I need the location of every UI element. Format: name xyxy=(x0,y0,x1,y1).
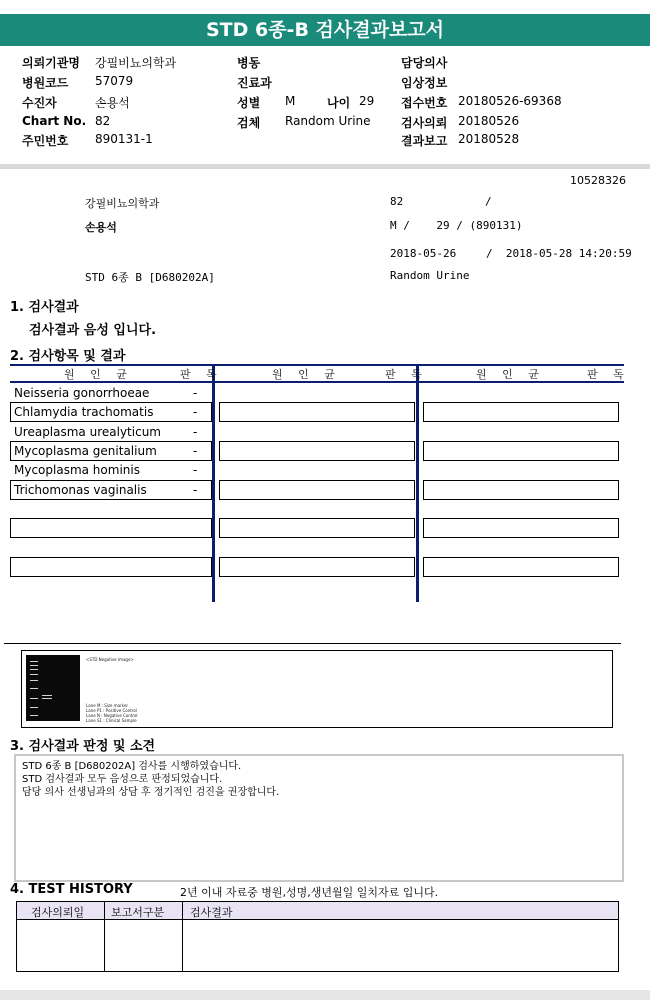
history-header xyxy=(17,902,618,920)
row-box xyxy=(219,441,415,461)
history-table xyxy=(16,901,619,972)
col-judge-1: 판 독 xyxy=(180,368,223,381)
history-col-divider xyxy=(182,902,183,971)
doctor-label: 담당의사 xyxy=(401,56,448,70)
opinion-line: STD 6종 B [D680202A] 검사를 시행하였습니다. xyxy=(22,761,242,772)
row-box xyxy=(219,557,415,577)
summary-specimen: Random Urine xyxy=(390,269,470,282)
col-organism-2: 원 인 균 xyxy=(272,368,341,381)
organism-name: Ureaplasma urealyticum xyxy=(14,425,161,439)
result-value: 20180528 xyxy=(458,132,520,146)
organism-name: Mycoplasma hominis xyxy=(14,463,140,477)
result-label: 결과보고 xyxy=(401,134,448,148)
results-table-divider-2 xyxy=(416,364,419,602)
patient-label: 수진자 xyxy=(22,96,57,110)
row-box xyxy=(219,480,415,500)
request-label: 검사의뢰 xyxy=(401,116,448,130)
organism-result: - xyxy=(193,405,198,419)
id-label: 주민번호 xyxy=(22,134,69,148)
gel-legend-item: Lane S1 : Clinical Sample xyxy=(86,718,137,723)
row-box xyxy=(219,402,415,422)
gel-image-box xyxy=(21,650,613,728)
gel-legend-item: Lane M : Size marker xyxy=(86,703,129,708)
gel-legend-item: Lane P1 : Positive Control xyxy=(86,708,137,713)
clinical-label: 임상정보 xyxy=(401,76,448,90)
summary-institution: 강필비뇨의학과 xyxy=(85,197,160,210)
summary-sex-age: M / 29 / (890131) xyxy=(390,219,523,232)
organism-name: Chlamydia trachomatis xyxy=(14,405,154,419)
specimen-label: 검체 xyxy=(237,116,261,130)
hosp-code-value: 57079 xyxy=(95,74,134,88)
specimen-value: Random Urine xyxy=(285,114,371,128)
organism-name: Neisseria gonorrhoeae xyxy=(14,386,150,400)
summary-date2: / 2018-05-28 14:20:59 xyxy=(486,247,632,260)
row-box xyxy=(423,441,619,461)
gel-top-rule xyxy=(4,643,621,644)
summary-slash: / xyxy=(485,195,492,208)
gel-legend xyxy=(86,703,138,723)
summary-date1: 2018-05-26 xyxy=(390,247,457,260)
row-box xyxy=(423,557,619,577)
col-organism-3: 원 인 균 xyxy=(476,368,545,381)
summary-code: 10528326 xyxy=(570,174,626,187)
organism-result: - xyxy=(193,386,198,400)
organism-name: Trichomonas vaginalis xyxy=(14,483,147,497)
history-note: 2년 이내 자료중 병원,성명,생년월일 일치자료 입니다. xyxy=(180,886,439,899)
organism-result: - xyxy=(193,483,198,497)
gel-legend-item: Lane N : Negative Control xyxy=(86,713,138,718)
section1-result-text: 검사결과 음성 입니다. xyxy=(29,323,157,338)
dept-label: 진료과 xyxy=(237,76,272,90)
row-box xyxy=(423,480,619,500)
chart-label: Chart No. xyxy=(22,114,87,128)
section1-title: 1. 검사결과 xyxy=(10,300,79,315)
row-box xyxy=(219,518,415,538)
row-box xyxy=(10,518,212,538)
inst-label: 의뢰기관명 xyxy=(22,56,80,70)
history-col-result: 검사결과 xyxy=(190,906,233,919)
organism-result: - xyxy=(193,425,198,439)
sex-value: M xyxy=(285,94,296,108)
header-info xyxy=(0,46,650,164)
patient-value: 손용석 xyxy=(95,96,130,110)
id-value: 890131-1 xyxy=(95,132,153,146)
section3-title: 3. 검사결과 판정 및 소견 xyxy=(10,739,156,754)
history-col-divider xyxy=(104,902,105,971)
report-title: STD 6종-B 검사결과보고서 xyxy=(0,14,650,46)
history-col-report-type: 보고서구분 xyxy=(111,906,165,919)
chart-value: 82 xyxy=(95,114,111,128)
summary-patient: 손용석 xyxy=(85,221,117,234)
ward-label: 병동 xyxy=(237,56,261,70)
row-box xyxy=(423,518,619,538)
history-col-request-date: 검사의뢰일 xyxy=(31,906,85,919)
organism-result: - xyxy=(193,444,198,458)
summary-chart: 82 xyxy=(390,195,404,208)
request-value: 20180526 xyxy=(458,114,520,128)
summary-test: STD 6종 B [D680202A] xyxy=(85,271,215,284)
opinion-line: STD 검사결과 모두 음성으로 판정되었습니다. xyxy=(22,774,223,785)
age-value: 29 xyxy=(359,94,375,108)
receipt-label: 접수번호 xyxy=(401,96,448,110)
gel-caption: <STD Negative Image> xyxy=(86,657,134,662)
footer-band xyxy=(0,990,650,1000)
row-box xyxy=(10,557,212,577)
header-separator xyxy=(0,164,650,169)
col-organism-1: 원 인 균 xyxy=(64,368,133,381)
opinion-box xyxy=(14,754,624,882)
age-label: 나이 xyxy=(327,96,351,110)
organism-name: Mycoplasma genitalium xyxy=(14,444,157,458)
section2-title: 2. 검사항목 및 결과 xyxy=(10,349,126,364)
organism-result: - xyxy=(193,463,198,477)
col-judge-2: 판 독 xyxy=(385,368,428,381)
inst-value: 강필비뇨의학과 xyxy=(95,56,177,70)
receipt-value: 20180526-69368 xyxy=(458,94,562,108)
gel-image xyxy=(26,655,80,721)
hosp-code-label: 병원코드 xyxy=(22,76,69,90)
section4-title: 4. TEST HISTORY xyxy=(10,882,133,897)
row-box xyxy=(423,402,619,422)
results-table-divider-1 xyxy=(212,364,215,602)
col-judge-3: 판 독 xyxy=(587,368,630,381)
sex-label: 성별 xyxy=(237,96,261,110)
opinion-line: 담당 의사 선생님과의 상담 후 정기적인 검진을 권장합니다. xyxy=(22,787,280,798)
